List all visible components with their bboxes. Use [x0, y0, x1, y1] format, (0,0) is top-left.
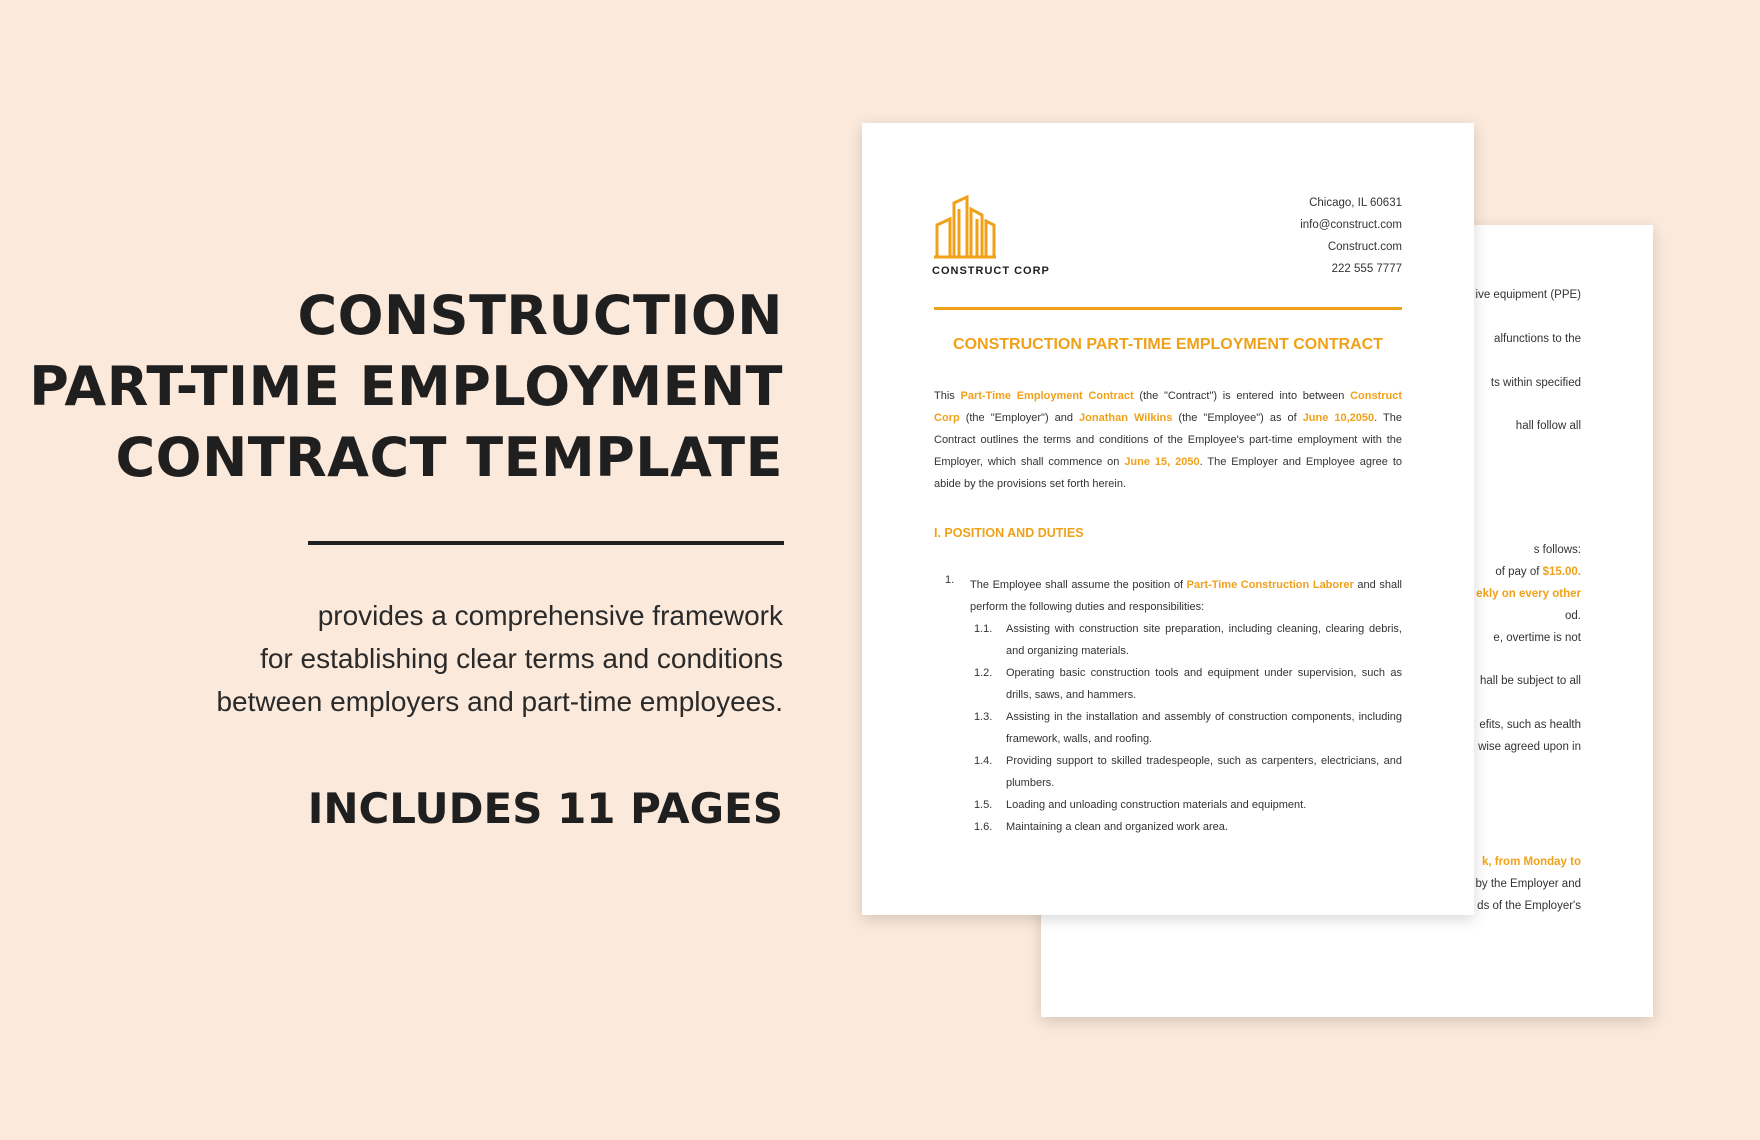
intro-highlight: Construct Corp: [934, 390, 1403, 424]
contact-email: info@construct.com: [1300, 219, 1402, 231]
sub-item-text: Operating basic construction tools and equipment under supervision, such as drills, saws, and hammers.: [1006, 667, 1402, 701]
document-title: CONSTRUCTION PART-TIME EMPLOYMENT CONTRACT: [953, 336, 1383, 353]
contact-phone: 222 555 7777: [1331, 263, 1402, 275]
back-page-text: by the Employer and: [1475, 878, 1581, 890]
back-page-text: hall follow all: [1515, 420, 1581, 432]
buildings-icon: [934, 195, 996, 259]
back-page-text: ts within specified: [1490, 377, 1581, 389]
sub-item-text: Assisting with construction site preparation, including cleaning, clearing debris, and organizing materials.: [1006, 623, 1402, 657]
sub-item-number: 1.3.: [974, 711, 993, 723]
sub-item-text: Providing support to skilled tradespeople, such as carpenters, electricians, and plumbers.: [1006, 755, 1402, 789]
back-page-text: alfunctions to the: [1494, 333, 1581, 345]
list-text: and shall perform the following duties and responsibilities:: [970, 579, 1403, 613]
sub-item-text: Assisting in the installation and assembly of construction components, including framework, walls, and roofing.: [1006, 711, 1402, 745]
sub-item-text: Loading and unloading construction materials and equipment.: [1006, 799, 1307, 811]
front-page-preview: [862, 123, 1474, 915]
intro-paragraph: [934, 385, 1402, 495]
intro-text: (the "Contract") is entered into between: [1133, 390, 1351, 402]
sub-list-item: [974, 662, 1402, 706]
intro-text: This: [934, 390, 961, 402]
sub-item-text: Maintaining a clean and organized work area.: [1006, 821, 1228, 833]
intro-highlight: June 15, 2050: [1124, 456, 1200, 468]
back-page-text: s follows:: [1533, 544, 1581, 556]
sub-item-number: 1.5.: [974, 799, 993, 811]
back-page-text: ds of the Employer's: [1477, 900, 1581, 912]
sub-item-number: 1.6.: [974, 821, 993, 833]
contact-block: [1300, 195, 1402, 283]
hero-title-line-1: CONSTRUCTION: [297, 284, 783, 347]
hero-description-line-1: provides a comprehensive framework: [317, 600, 783, 631]
back-page-text: ekly on every other: [1476, 588, 1581, 600]
intro-text: . The Employer and Employee agree to abide by the provisions set forth herein.: [934, 456, 1403, 490]
intro-text: (the "Employee") as of: [1172, 412, 1303, 424]
back-page-text: of pay of $15.00.: [1495, 566, 1581, 578]
intro-highlight: June 10,2050: [1302, 412, 1375, 424]
contact-website: Construct.com: [1327, 241, 1402, 253]
hero-description: [23, 594, 783, 723]
back-page-text: ive equipment (PPE): [1475, 289, 1581, 301]
hero-title: [23, 280, 783, 493]
company-logo: [932, 195, 1052, 277]
sub-list-item: [974, 816, 1402, 838]
hero-title-line-2: PART-TIME EMPLOYMENT: [29, 355, 783, 418]
intro-highlight: Part-Time Employment Contract: [960, 390, 1134, 402]
back-page-text: e, overtime is not: [1493, 632, 1581, 644]
hero-description-line-2: for establishing clear terms and conditions: [260, 643, 783, 674]
list-text: The Employee shall assume the position of: [970, 579, 1187, 591]
section-heading: I. POSITION AND DUTIES: [934, 526, 1084, 540]
sub-item-number: 1.1.: [974, 623, 993, 635]
back-page-text: k, from Monday to: [1481, 856, 1581, 868]
back-page-text: od.: [1565, 610, 1581, 622]
company-name: CONSTRUCT CORP: [932, 265, 1050, 277]
header-divider: [934, 307, 1402, 310]
sub-list-item: [974, 706, 1402, 750]
back-page-text: efits, such as health: [1479, 719, 1581, 731]
hero-description-line-3: between employers and part-time employees.: [216, 686, 783, 717]
list-item-number: 1.: [945, 574, 955, 586]
sub-item-number: 1.4.: [974, 755, 993, 767]
sub-list-item: [974, 794, 1402, 816]
page-count-label: INCLUDES 11 PAGES: [307, 784, 783, 833]
intro-text: . The Contract outlines the terms and conditions of the Employee's part-time employment with the Employer, which shall commence on: [934, 412, 1402, 468]
sub-list-item: [974, 750, 1402, 794]
hero-title-line-3: CONTRACT TEMPLATE: [115, 426, 783, 489]
intro-highlight: Jonathan Wilkins: [1079, 412, 1173, 424]
sub-list-item: [974, 618, 1402, 662]
back-page-text: hall be subject to all: [1479, 675, 1581, 687]
hero-divider: [308, 541, 784, 545]
intro-text: (the "Employer") and: [959, 412, 1080, 424]
sub-item-number: 1.2.: [974, 667, 993, 679]
list-highlight: Part-Time Construction Laborer: [1186, 579, 1354, 591]
back-page-text: wise agreed upon in: [1478, 741, 1581, 753]
list-item-text: [970, 574, 1402, 618]
contact-address: Chicago, IL 60631: [1309, 197, 1402, 209]
